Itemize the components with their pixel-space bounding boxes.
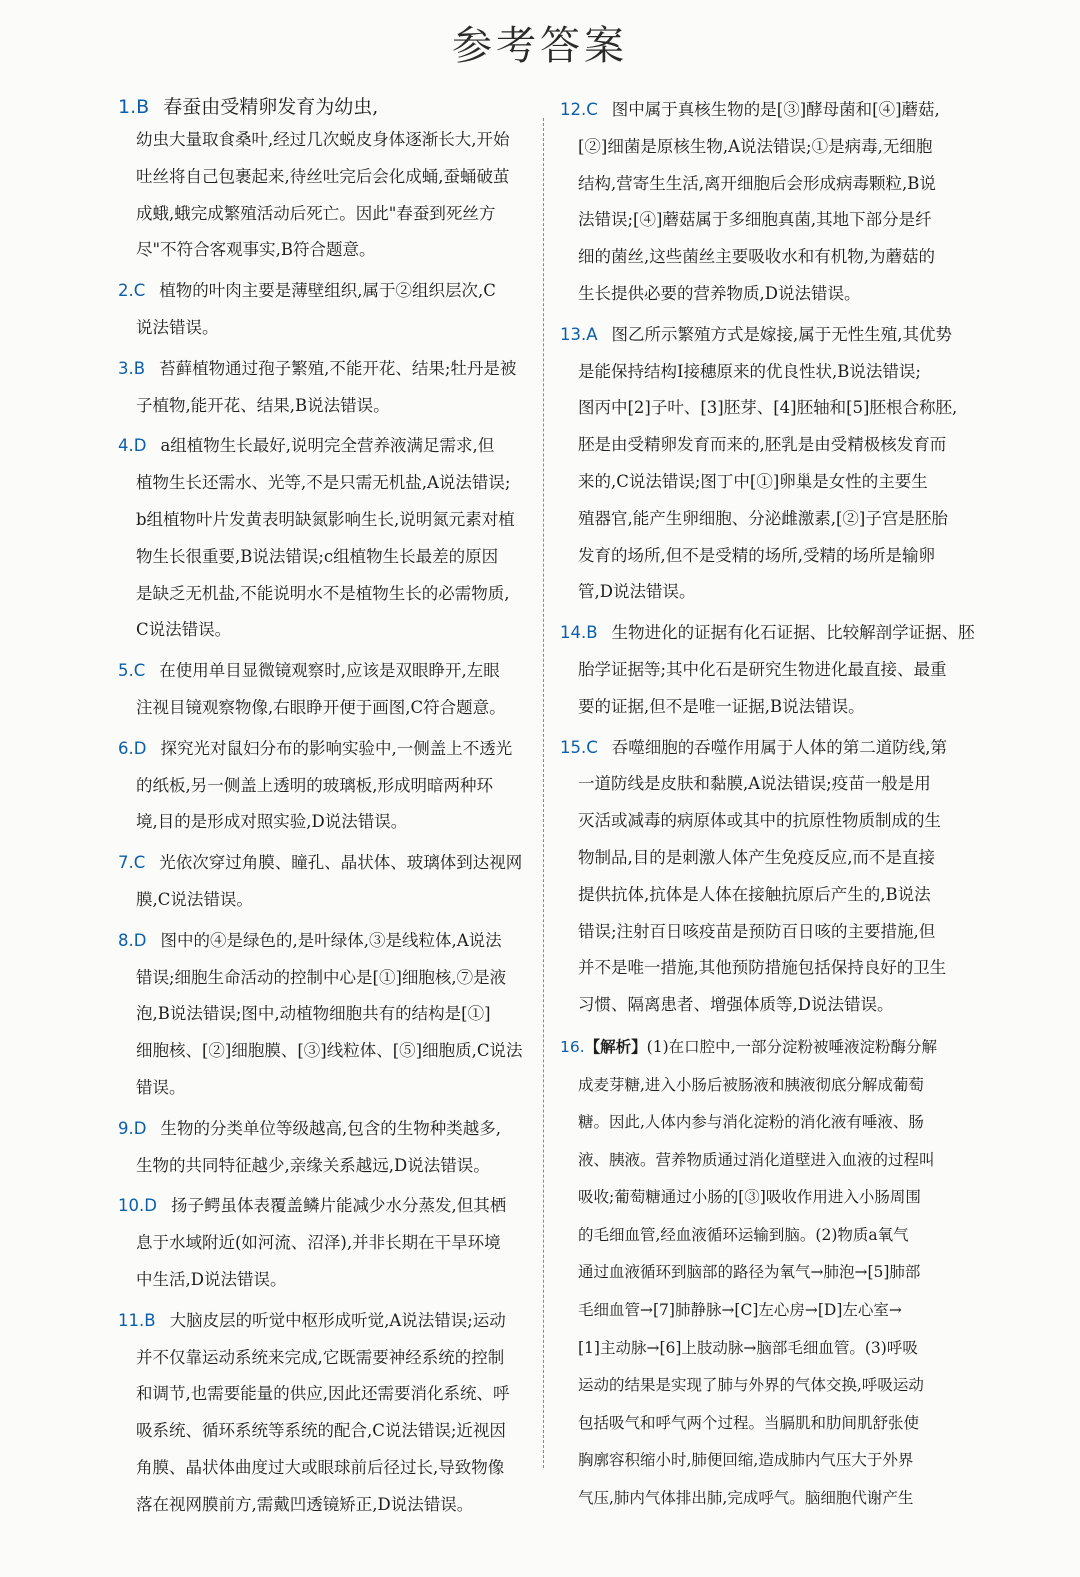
answer-line: [560, 766, 960, 803]
answer-item: [560, 1028, 960, 1518]
answer-choice: C: [586, 737, 598, 757]
answer-choice: D: [133, 738, 147, 758]
answer-text: 注视目镜观察物像,右眼睁开便于画图,C符合题意。: [136, 697, 506, 717]
answer-line: [560, 1292, 960, 1330]
answer-item: [118, 1188, 528, 1298]
answer-choice: D: [144, 1196, 157, 1216]
answer-line: [118, 232, 528, 269]
answer-text: [1]主动脉→[6]上肢动脉→脑部毛细血管。(3)呼吸: [578, 1338, 918, 1357]
answer-text: 运动的结果是实现了肺与外界的气体交换,呼吸运动: [578, 1376, 924, 1395]
answer-text: 幼虫大量取食桑叶,经过几次蜕皮身体逐渐长大,开始: [136, 130, 510, 149]
answer-line: [118, 310, 528, 347]
answer-item: [118, 1303, 528, 1524]
answer-text: 光依次穿过角膜、瞳孔、晶状体、玻璃体到达视网: [159, 853, 523, 873]
page-title: 参考答案: [452, 23, 628, 69]
answer-text: 包括吸气和呼气两个过程。当膈肌和肋间肌舒张使: [578, 1413, 920, 1432]
answer-choice: C: [586, 100, 598, 119]
answer-text: 生长提供必要的营养物质,D说法错误。: [578, 283, 861, 303]
answer-line: [118, 1033, 528, 1070]
answer-text: 细胞核、[②]细胞膜、[③]线粒体、[⑤]细胞质,C说法: [136, 1041, 523, 1061]
answer-item: [560, 317, 960, 611]
column-divider: [543, 118, 544, 1468]
answer-text: 吸系统、循环系统等系统的配合,C说法错误;近视因: [136, 1421, 506, 1441]
question-number: 7.: [118, 853, 134, 873]
answer-text: 的毛细血管,经血液循环运输到脑。(2)物质a氧气: [578, 1225, 909, 1244]
answer-line: [560, 1367, 960, 1405]
answer-line: [118, 502, 528, 539]
answer-line: [560, 1330, 960, 1368]
answer-text: 探究光对鼠妇分布的影响实验中,一侧盖上不透光: [160, 738, 513, 758]
answer-text: 是能保持结构Ⅰ接穗原来的优良性状,B说法错误;: [578, 361, 921, 381]
answer-item: [118, 1111, 528, 1185]
answer-choice: D: [133, 930, 147, 950]
answer-line: [118, 196, 528, 233]
answer-text: 一道防线是皮肤和黏膜,A说法错误;疫苗一般是用: [578, 774, 931, 794]
answer-text: 毛细血管→[7]肺静脉→[C]左心房→[D]左心室→: [578, 1301, 902, 1320]
question-number: 16.: [560, 1037, 585, 1056]
answer-line: [560, 1217, 960, 1255]
answer-line: [118, 960, 528, 997]
answer-text: 胸廓容积缩小时,肺便回缩,造成肺内气压大于外界: [578, 1451, 914, 1470]
answer-text: 胚是由受精卵发育而来的,胚乳是由受精极核发育而: [578, 435, 947, 455]
answer-text: 植物生长还需水、光等,不是只需无机盐,A说法错误;: [136, 473, 511, 493]
answer-choice: C: [133, 661, 146, 681]
answer-text: 习惯、隔离患者、增强体质等,D说法错误。: [578, 995, 894, 1015]
answer-line: [560, 239, 960, 276]
answer-text: 境,目的是形成对照实验,D说法错误。: [136, 812, 408, 832]
answer-choice: B: [133, 358, 146, 378]
answer-line: [118, 92, 528, 122]
answer-choice: A: [586, 324, 598, 344]
answer-item: [118, 351, 528, 425]
answer-text: 中生活,D说法错误。: [136, 1269, 287, 1289]
answer-text: 错误;细胞生命活动的控制中心是[①]细胞核,⑦是液: [136, 967, 507, 987]
answer-line: [560, 1067, 960, 1105]
answer-line: [560, 1442, 960, 1480]
answer-text: 发育的场所,但不是受精的场所,受精的场所是输卵: [578, 545, 935, 565]
answer-line: [118, 1450, 528, 1487]
answer-line: [118, 731, 528, 768]
answer-line: [118, 1487, 528, 1524]
answer-item: [118, 731, 528, 841]
answer-text: C说法错误。: [136, 620, 232, 640]
answer-line: [118, 1070, 528, 1107]
answer-choice: B: [136, 96, 150, 118]
answer-item: [118, 653, 528, 727]
question-number: 14.: [560, 623, 587, 643]
question-number: 2.: [118, 281, 134, 301]
answer-item: [118, 845, 528, 919]
answer-text: 落在视网膜前方,需戴凹透镜矫正,D说法错误。: [136, 1494, 474, 1514]
answer-text: 泡,B说法错误;图中,动植物细胞共有的结构是[①]: [136, 1004, 491, 1024]
question-number: 4.: [118, 436, 134, 456]
answer-choice: D: [133, 436, 147, 456]
answer-line: [118, 273, 528, 310]
answer-text: b组植物叶片发黄表明缺氮影响生长,说明氮元素对植: [136, 509, 515, 529]
answer-line: [560, 615, 975, 652]
answer-line: [560, 803, 960, 840]
question-number: 10.: [118, 1196, 145, 1216]
answer-line: [118, 576, 528, 613]
answer-line: [560, 730, 960, 767]
answer-text: 物生长很重要,B说法错误;c组植物生长最差的原因: [136, 546, 499, 566]
answer-line: [560, 501, 960, 538]
answer-text: 苔藓植物通过孢子繁殖,不能开花、结果;牡丹是被: [159, 358, 517, 378]
answer-text: 成蛾,蛾完成繁殖活动后死亡。因此"春蚕到死丝方: [136, 203, 496, 223]
answer-line: [560, 987, 960, 1024]
answer-item: [560, 92, 960, 313]
answer-line: [118, 539, 528, 576]
answer-text: 物制品,目的是刺激人体产生免疫反应,而不是直接: [578, 847, 935, 867]
answer-text: 图中属于真核生物的是[③]酵母菌和[④]蘑菇,: [611, 100, 940, 119]
answer-line: [118, 388, 528, 425]
answer-choice: B: [586, 623, 598, 643]
answer-choice: D: [133, 1118, 147, 1138]
answer-text: 提供抗体,抗体是人体在接触抗原后产生的,B说法: [578, 884, 931, 904]
answer-text: 尽"不符合客观事实,B符合题意。: [136, 240, 376, 260]
answer-text: 生物的共同特征越少,亲缘关系越远,D说法错误。: [136, 1155, 490, 1175]
answer-item: [560, 615, 975, 725]
answer-choice: C: [133, 281, 146, 301]
answer-text: 图乙所示繁殖方式是嫁接,属于无性生殖,其优势: [611, 324, 953, 344]
answer-text: 殖器官,能产生卵细胞、分泌雌激素,[②]子宫是胚胎: [578, 508, 948, 528]
question-number: 5.: [118, 661, 134, 681]
answer-line: [560, 1028, 960, 1067]
answer-text: 说法错误。: [136, 317, 219, 337]
answer-line: [560, 1142, 960, 1180]
answer-line: [560, 317, 960, 354]
answer-text: 是缺乏无机盐,不能说明水不是植物生长的必需物质,: [136, 583, 510, 603]
right-column: [560, 92, 975, 1522]
answer-text: 的纸板,另一侧盖上透明的玻璃板,形成明暗两种环: [136, 775, 493, 795]
answer-line: [118, 1303, 528, 1340]
answer-line: [560, 1254, 960, 1292]
answer-text: (1)在口腔中,一部分淀粉被唾液淀粉酶分解: [646, 1037, 938, 1056]
answer-text: 生物的分类单位等级越高,包含的生物种类越多,: [160, 1118, 501, 1138]
answer-line: [118, 768, 528, 805]
answer-line: [560, 390, 960, 427]
answer-line: [560, 1179, 960, 1217]
answer-line: [560, 464, 960, 501]
answer-text: 液、胰液。营养物质通过消化道壁进入血液的过程叫: [578, 1150, 935, 1169]
answer-text: 糖。因此,人体内参与消化淀粉的消化液有唾液、肠: [578, 1113, 924, 1132]
question-number: 9.: [118, 1118, 134, 1138]
answer-line: [560, 427, 960, 464]
answer-line: [560, 538, 960, 575]
answer-line: [560, 574, 960, 611]
answer-text: 通过血液循环到脑部的路径为氧气→肺泡→[5]肺部: [578, 1263, 921, 1282]
answer-item: [560, 730, 960, 1024]
answer-choice: C: [133, 853, 146, 873]
answer-line: [118, 1262, 528, 1299]
answer-line: [118, 1376, 528, 1413]
answer-text: 角膜、晶状体曲度过大或眼球前后径过长,导致物像: [136, 1457, 505, 1477]
answer-text: 结构,营寄生生活,离开细胞后会形成病毒颗粒,B说: [578, 173, 936, 193]
answer-line: [118, 923, 528, 960]
answer-text: 生物进化的证据有化石证据、比较解剖学证据、胚: [611, 623, 975, 643]
question-number: 3.: [118, 358, 134, 378]
answer-line: [118, 465, 528, 502]
answer-line: [118, 428, 528, 465]
answer-text: 法错误;[④]蘑菇属于多细胞真菌,其地下部分是纤: [578, 210, 932, 230]
answer-text: 植物的叶肉主要是薄壁组织,属于②组织层次,C: [159, 281, 496, 301]
answer-text: 膜,C说法错误。: [136, 889, 253, 909]
answer-line: [560, 1104, 960, 1142]
answer-line: [560, 129, 960, 166]
answer-text: 子植物,能开花、结果,B说法错误。: [136, 395, 390, 415]
answer-text: 成麦芽糖,进入小肠后被肠液和胰液彻底分解成葡萄: [578, 1075, 924, 1094]
answer-text: 并不仅靠运动系统来完成,它既需要神经系统的控制: [136, 1347, 505, 1367]
answer-text: [②]细菌是原核生物,A说法错误;①是病毒,无细胞: [578, 136, 933, 156]
answer-text: 吸收;葡萄糖通过小肠的[③]吸收作用进入小肠周围: [578, 1188, 921, 1207]
question-number: 8.: [118, 930, 134, 950]
answer-text: 灭活或减毒的病原体或其中的抗原性物质制成的生: [578, 811, 941, 831]
answer-line: [560, 877, 960, 914]
answer-text: 吐丝将自己包裹起来,待丝吐完后会化成蛹,蚕蛹破茧: [136, 166, 510, 186]
answer-line: [560, 92, 960, 129]
answer-text: 细的菌丝,这些菌丝主要吸收水和有机物,为蘑菇的: [578, 247, 935, 267]
answer-line: [118, 1188, 528, 1225]
answer-text: 图中的④是绿色的,是叶绿体,③是线粒体,A说法: [160, 930, 502, 950]
answer-text: 息于水域附近(如河流、沼泽),并非长期在干旱环境: [136, 1233, 501, 1253]
answer-line: [118, 159, 528, 196]
answer-text: 吞噬细胞的吞噬作用属于人体的第二道防线,第: [611, 737, 948, 757]
answer-text: 春蚕由受精卵发育为幼虫,: [163, 96, 379, 118]
answer-text: 错误;注射百日咳疫苗是预防百日咳的主要措施,但: [578, 921, 936, 941]
question-number: 1.: [118, 96, 137, 118]
answer-line: [118, 1413, 528, 1450]
answer-item: [118, 92, 528, 269]
answer-line: [118, 804, 528, 841]
answer-text: 扬子鳄虽体表覆盖鳞片能减少水分蒸发,但其栖: [170, 1196, 507, 1216]
answer-line: [118, 612, 528, 649]
answer-text: 在使用单目显微镜观察时,应该是双眼睁开,左眼: [159, 661, 500, 681]
answer-line: [118, 1148, 528, 1185]
answer-line: [118, 653, 528, 690]
question-number: 6.: [118, 738, 134, 758]
answer-text: 来的,C说法错误;图丁中[①]卵巢是女性的主要生: [578, 471, 928, 491]
answer-text: 要的证据,但不是唯一证据,B说法错误。: [578, 696, 865, 716]
answer-line: [560, 354, 960, 391]
answer-line: [560, 1405, 960, 1443]
question-number: 11.: [118, 1310, 145, 1330]
answer-line: [118, 996, 528, 1033]
answer-item: [118, 923, 528, 1107]
answer-line: [118, 1340, 528, 1377]
answer-text: 错误。: [136, 1077, 186, 1097]
answer-line: [118, 845, 528, 882]
answer-line: [560, 166, 960, 203]
answer-text: a组植物生长最好,说明完全营养液满足需求,但: [160, 436, 495, 456]
answer-line: [118, 1225, 528, 1262]
answer-line: [118, 122, 528, 159]
answer-line: [560, 276, 960, 313]
answer-text: 并不是唯一措施,其他预防措施包括保持良好的卫生: [578, 958, 947, 978]
question-number: 13.: [560, 324, 587, 344]
answer-choice: B: [144, 1310, 156, 1330]
answer-line: [560, 950, 960, 987]
answer-text: 气压,肺内气体排出肺,完成呼气。脑细胞代谢产生: [578, 1489, 914, 1508]
answer-text: 管,D说法错误。: [578, 582, 696, 602]
answer-line: [118, 1111, 528, 1148]
answer-line: [560, 202, 960, 239]
question-number: 12.: [560, 100, 587, 119]
answer-line: [560, 914, 960, 951]
analysis-label: 【解析】: [584, 1036, 647, 1056]
answer-line: [118, 690, 528, 727]
answer-text: 大脑皮层的听觉中枢形成听觉,A说法错误;运动: [169, 1310, 506, 1330]
answer-line: [118, 351, 528, 388]
answer-text: 和调节,也需要能量的供应,因此还需要消化系统、呼: [136, 1384, 510, 1404]
answer-line: [560, 652, 960, 689]
left-column: [118, 92, 528, 1527]
answer-line: [560, 689, 960, 726]
answer-item: [118, 428, 528, 649]
answer-line: [118, 882, 528, 919]
answer-item: [118, 273, 528, 347]
answer-text: 图丙中[2]子叶、[3]胚芽、[4]胚轴和[5]胚根合称胚,: [578, 398, 958, 418]
answer-line: [560, 1480, 960, 1518]
question-number: 15.: [560, 737, 587, 757]
answer-text: 胎学证据等;其中化石是研究生物进化最直接、最重: [578, 659, 947, 679]
answer-line: [560, 840, 960, 877]
